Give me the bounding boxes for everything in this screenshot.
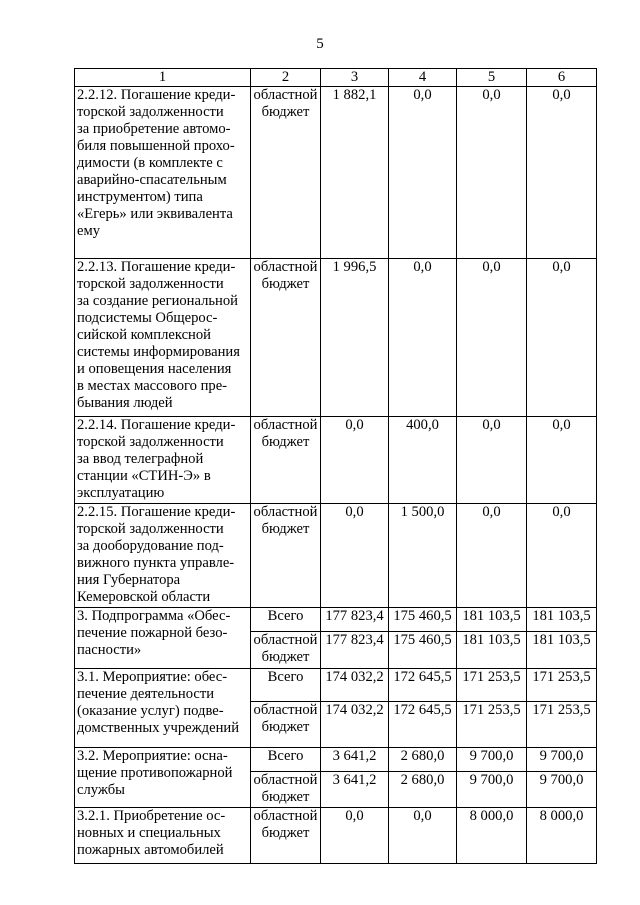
amount-col5: 171 253,5 — [457, 702, 527, 748]
item-name-line: бывания людей — [77, 395, 173, 411]
funding-source-cell — [251, 87, 321, 259]
item-name-line: за создание региональной — [77, 293, 238, 309]
funding-source-line: бюджет — [261, 789, 310, 805]
table-header-row — [75, 69, 597, 87]
funding-source-line: бюджет — [261, 104, 310, 120]
budget-table — [74, 68, 597, 864]
item-name-line: «Егерь» или эквивалента — [77, 206, 233, 222]
amount-col6: 181 103,5 — [527, 608, 597, 632]
amount-col4: 175 460,5 — [389, 608, 457, 632]
table-row — [75, 669, 597, 702]
funding-source-line: Всего — [267, 669, 304, 685]
item-name-line: 3.2.1. Приобретение ос- — [77, 808, 226, 824]
amount-col5: 9 700,0 — [457, 772, 527, 808]
column-header: 6 — [527, 69, 597, 87]
amount-col4: 2 680,0 — [389, 748, 457, 772]
amount-col3: 3 641,2 — [321, 748, 389, 772]
item-name-line: службы — [77, 782, 125, 798]
item-name-cell — [75, 608, 251, 669]
item-name-line: Кемеровской области — [77, 589, 211, 605]
amount-col5: 181 103,5 — [457, 632, 527, 669]
amount-col3: 1 882,1 — [321, 87, 389, 259]
amount-col6: 181 103,5 — [527, 632, 597, 669]
funding-source-line: Всего — [267, 608, 304, 624]
column-header: 4 — [389, 69, 457, 87]
funding-source-line: областной — [253, 632, 318, 648]
item-name-line: аварийно-спасательным — [77, 172, 227, 188]
item-name-line: торской задолженности — [77, 104, 224, 120]
amount-col3: 177 823,4 — [321, 608, 389, 632]
funding-source-line: бюджет — [261, 825, 310, 841]
item-name-line: торской задолженности — [77, 276, 224, 292]
funding-source-line: областной — [253, 504, 318, 520]
amount-col4: 0,0 — [389, 259, 457, 417]
item-name-line: 3.2. Мероприятие: осна- — [77, 748, 228, 764]
amount-col4: 0,0 — [389, 87, 457, 259]
amount-col6: 0,0 — [527, 259, 597, 417]
item-name-cell — [75, 669, 251, 748]
amount-col5: 0,0 — [457, 87, 527, 259]
item-name-line: 2.2.14. Погашение креди- — [77, 417, 236, 433]
amount-col5: 171 253,5 — [457, 669, 527, 702]
item-name-line: 3. Подпрограмма «Обес- — [77, 608, 231, 624]
item-name-line: подсистемы Общерос- — [77, 310, 218, 326]
funding-source-line: областной — [253, 808, 318, 824]
item-name-cell — [75, 748, 251, 808]
column-header: 1 — [75, 69, 251, 87]
item-name-line: в местах массового пре- — [77, 378, 228, 394]
amount-col4: 175 460,5 — [389, 632, 457, 669]
item-name-line: торской задолженности — [77, 434, 224, 450]
item-name-line: домственных учреждений — [77, 720, 240, 736]
item-name-line: 2.2.13. Погашение креди- — [77, 259, 236, 275]
item-name-line: инструментом) типа — [77, 189, 203, 205]
amount-col5: 181 103,5 — [457, 608, 527, 632]
table-row — [75, 417, 597, 504]
funding-source-line: областной — [253, 87, 318, 103]
item-name-cell — [75, 504, 251, 608]
table-row — [75, 808, 597, 864]
amount-col3: 177 823,4 — [321, 632, 389, 669]
item-name-line: системы информирования — [77, 344, 240, 360]
amount-col3: 174 032,2 — [321, 702, 389, 748]
page-number: 5 — [316, 36, 324, 52]
table-row — [75, 87, 597, 259]
table-row — [75, 504, 597, 608]
funding-source-line: бюджет — [261, 434, 310, 450]
funding-source-cell — [251, 748, 321, 772]
funding-source-line: областной — [253, 259, 318, 275]
item-name-cell — [75, 808, 251, 864]
amount-col6: 0,0 — [527, 504, 597, 608]
funding-source-cell — [251, 504, 321, 608]
funding-source-cell — [251, 417, 321, 504]
item-name-line: эксплуатацию — [77, 485, 165, 501]
amount-col3: 3 641,2 — [321, 772, 389, 808]
item-name-line: вижного пункта управле- — [77, 555, 235, 571]
amount-col3: 1 996,5 — [321, 259, 389, 417]
amount-col3: 0,0 — [321, 417, 389, 504]
amount-col6: 0,0 — [527, 417, 597, 504]
funding-source-cell — [251, 702, 321, 748]
amount-col6: 171 253,5 — [527, 669, 597, 702]
funding-source-line: Всего — [267, 748, 304, 764]
funding-source-cell — [251, 259, 321, 417]
column-header: 2 — [251, 69, 321, 87]
item-name-line: сийской комплексной — [77, 327, 211, 343]
amount-col4: 0,0 — [389, 808, 457, 864]
amount-col5: 0,0 — [457, 504, 527, 608]
amount-col4: 400,0 — [389, 417, 457, 504]
amount-col3: 0,0 — [321, 504, 389, 608]
table-row — [75, 608, 597, 632]
funding-source-cell — [251, 669, 321, 702]
item-name-line: пасности» — [77, 642, 142, 658]
funding-source-cell — [251, 608, 321, 632]
amount-col5: 9 700,0 — [457, 748, 527, 772]
amount-col3: 174 032,2 — [321, 669, 389, 702]
amount-col6: 9 700,0 — [527, 772, 597, 808]
item-name-line: димости (в комплекте с — [77, 155, 223, 171]
item-name-cell — [75, 87, 251, 259]
amount-col4: 172 645,5 — [389, 669, 457, 702]
funding-source-cell — [251, 632, 321, 669]
amount-col4: 1 500,0 — [389, 504, 457, 608]
amount-col6: 8 000,0 — [527, 808, 597, 864]
funding-source-line: областной — [253, 417, 318, 433]
amount-col5: 0,0 — [457, 417, 527, 504]
amount-col4: 2 680,0 — [389, 772, 457, 808]
funding-source-line: бюджет — [261, 719, 310, 735]
item-name-line: печение пожарной безо- — [77, 625, 228, 641]
column-header: 3 — [321, 69, 389, 87]
item-name-line: за дооборудование под- — [77, 538, 224, 554]
funding-source-line: бюджет — [261, 649, 310, 665]
amount-col4: 172 645,5 — [389, 702, 457, 748]
item-name-line: ему — [77, 223, 101, 239]
item-name-line: биля повышенной прохо- — [77, 138, 235, 154]
amount-col6: 171 253,5 — [527, 702, 597, 748]
item-name-line: 3.1. Мероприятие: обес- — [77, 669, 228, 685]
item-name-cell — [75, 259, 251, 417]
funding-source-cell — [251, 772, 321, 808]
item-name-line: 2.2.12. Погашение креди- — [77, 87, 236, 103]
item-name-line: печение деятельности — [77, 686, 215, 702]
item-name-line: пожарных автомобилей — [77, 842, 224, 858]
amount-col6: 9 700,0 — [527, 748, 597, 772]
amount-col3: 0,0 — [321, 808, 389, 864]
item-name-line: торской задолженности — [77, 521, 224, 537]
item-name-line: 2.2.15. Погашение креди- — [77, 504, 236, 520]
funding-source-line: областной — [253, 702, 318, 718]
funding-source-line: бюджет — [261, 521, 310, 537]
amount-col5: 0,0 — [457, 259, 527, 417]
amount-col6: 0,0 — [527, 87, 597, 259]
item-name-line: щение противопожарной — [77, 765, 233, 781]
amount-col5: 8 000,0 — [457, 808, 527, 864]
item-name-line: новных и специальных — [77, 825, 221, 841]
item-name-line: за приобретение автомо- — [77, 121, 231, 137]
column-header: 5 — [457, 69, 527, 87]
item-name-line: за ввод телеграфной — [77, 451, 204, 467]
item-name-line: и оповещения населения — [77, 361, 232, 377]
funding-source-line: бюджет — [261, 276, 310, 292]
table-row — [75, 748, 597, 772]
table-row — [75, 259, 597, 417]
item-name-line: ния Губернатора — [77, 572, 181, 588]
item-name-line: станции «СТИН-Э» в — [77, 468, 211, 484]
item-name-line: (оказание услуг) подве- — [77, 703, 224, 719]
item-name-cell — [75, 417, 251, 504]
funding-source-cell — [251, 808, 321, 864]
funding-source-line: областной — [253, 772, 318, 788]
